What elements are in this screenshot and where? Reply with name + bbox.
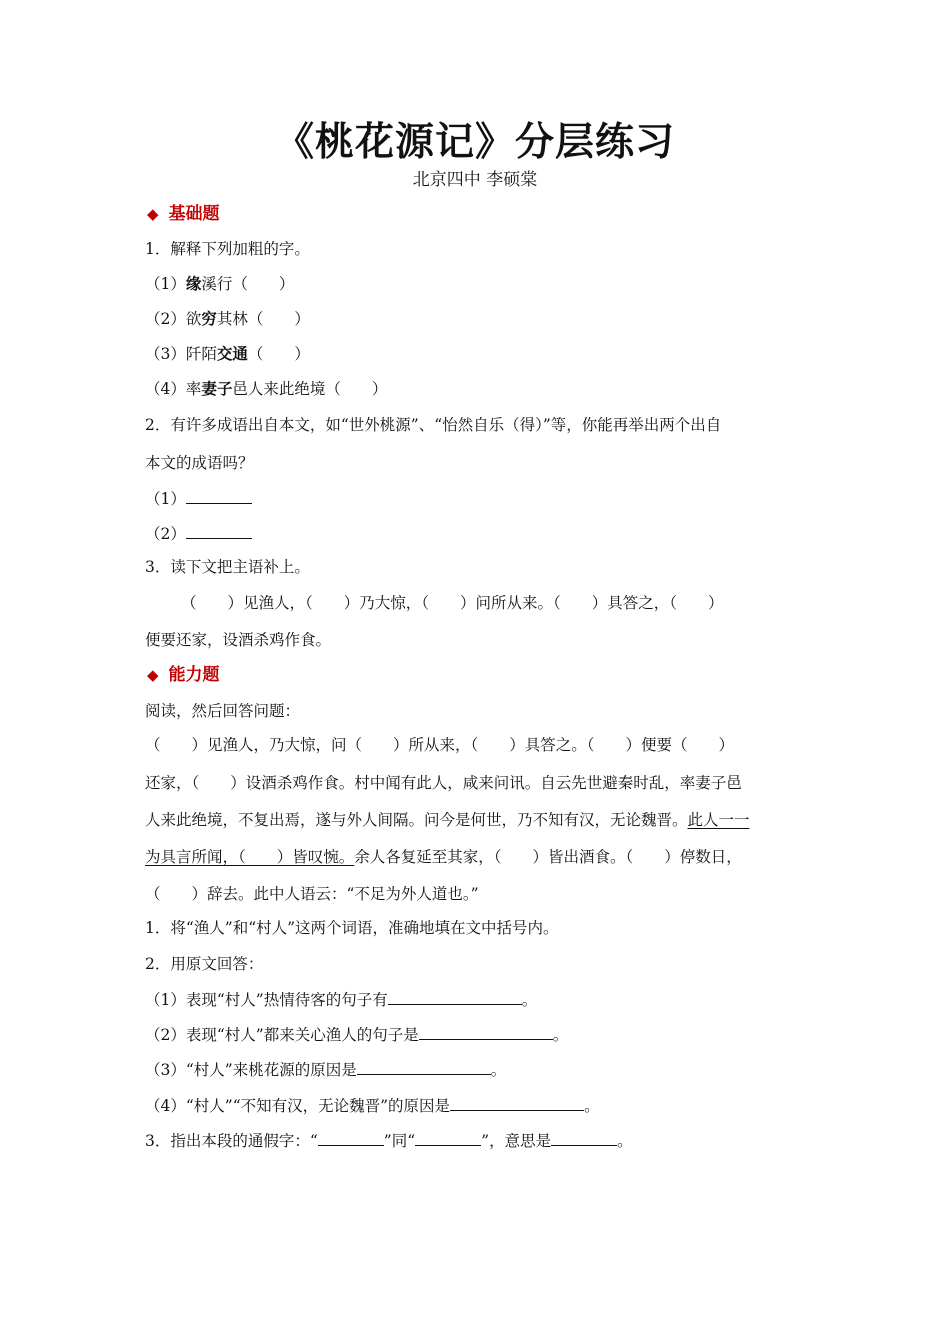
q2-answer-2: （2） [145, 522, 252, 545]
rq2-4: （4）“村人”“不知有汉，无论魏晋”的原因是 。 [145, 1094, 600, 1117]
answer-blank[interactable] [318, 1129, 384, 1146]
rq2-1: （1）表现“村人”热情待客的句子有 。 [145, 988, 537, 1011]
reading-intro: 阅读，然后回答问题： [145, 702, 301, 720]
page-title: 《桃花源记》分层练习 [274, 120, 675, 165]
answer-blank[interactable] [415, 1129, 481, 1146]
q3-text-cont: 便要还家，设酒杀鸡作食。 [145, 631, 332, 649]
author-line: 北京四中 李硕棠 [412, 170, 538, 190]
q1-item: （1）缘溪行（ ） [145, 275, 295, 293]
diamond-bullet-icon: ◆ [147, 205, 159, 223]
rq1: 1．将“渔人”和“村人”这两个词语，准确地填在文中括号内。 [145, 919, 559, 937]
answer-blank[interactable] [450, 1094, 584, 1111]
answer-blank[interactable] [419, 1023, 553, 1040]
q1-item: （3）阡陌交通（ ） [145, 345, 310, 363]
rq2-2: （2）表现“村人”都来关心渔人的句子是 。 [145, 1023, 568, 1046]
answer-blank[interactable] [186, 487, 252, 504]
diamond-bullet-icon: ◆ [147, 666, 159, 684]
answer-blank[interactable] [186, 522, 252, 539]
reading-passage-line: 还家，（ ）设酒杀鸡作食。村中闻有此人，咸来问讯。自云先世避秦时乱，率妻子邑 [145, 774, 742, 792]
q1-item: （2）欲穷其林（ ） [145, 310, 310, 328]
q1-stem: 1．解释下列加粗的字。 [145, 240, 310, 258]
answer-blank[interactable] [357, 1058, 491, 1075]
q3-text: （ ）见渔人，（ ）乃大惊，（ ）问所从来。（ ）具答之，（ ） [181, 594, 724, 612]
rq3: 3．指出本段的通假字：“ ”同“ ”，意思是 。 [145, 1129, 633, 1152]
q2-answer-1: （1） [145, 487, 252, 510]
reading-passage-line: （ ）见渔人，乃大惊，问（ ）所从来，（ ）具答之。（ ）便要（ ） [145, 736, 735, 754]
answer-blank[interactable] [551, 1129, 617, 1146]
q2-stem: 2．有许多成语出自本文，如“世外桃源”、“怡然自乐（得）”等，你能再举出两个出自 [145, 416, 722, 434]
reading-passage-line: 为具言所闻，（ ）皆叹惋。余人各复延至其家，（ ）皆出酒食。（ ）停数日， [145, 848, 742, 866]
section-heading-ability: ◆ 能力题 [147, 665, 220, 685]
reading-passage-line: 人来此绝境，不复出焉，遂与外人间隔。问今是何世，乃不知有汉，无论魏晋。此人一一 [145, 811, 750, 829]
q2-stem-cont: 本文的成语吗？ [145, 454, 254, 472]
section-heading-basic: ◆ 基础题 [147, 204, 220, 224]
q3-stem: 3．读下文把主语补上。 [145, 558, 310, 576]
rq2: 2．用原文回答： [145, 955, 264, 973]
answer-blank[interactable] [388, 988, 522, 1005]
q1-item: （4）率妻子邑人来此绝境（ ） [145, 380, 388, 398]
reading-passage-line: （ ）辞去。此中人语云：“不足为外人道也。” [145, 885, 479, 903]
rq2-3: （3）“村人”来桃花源的原因是 。 [145, 1058, 506, 1081]
